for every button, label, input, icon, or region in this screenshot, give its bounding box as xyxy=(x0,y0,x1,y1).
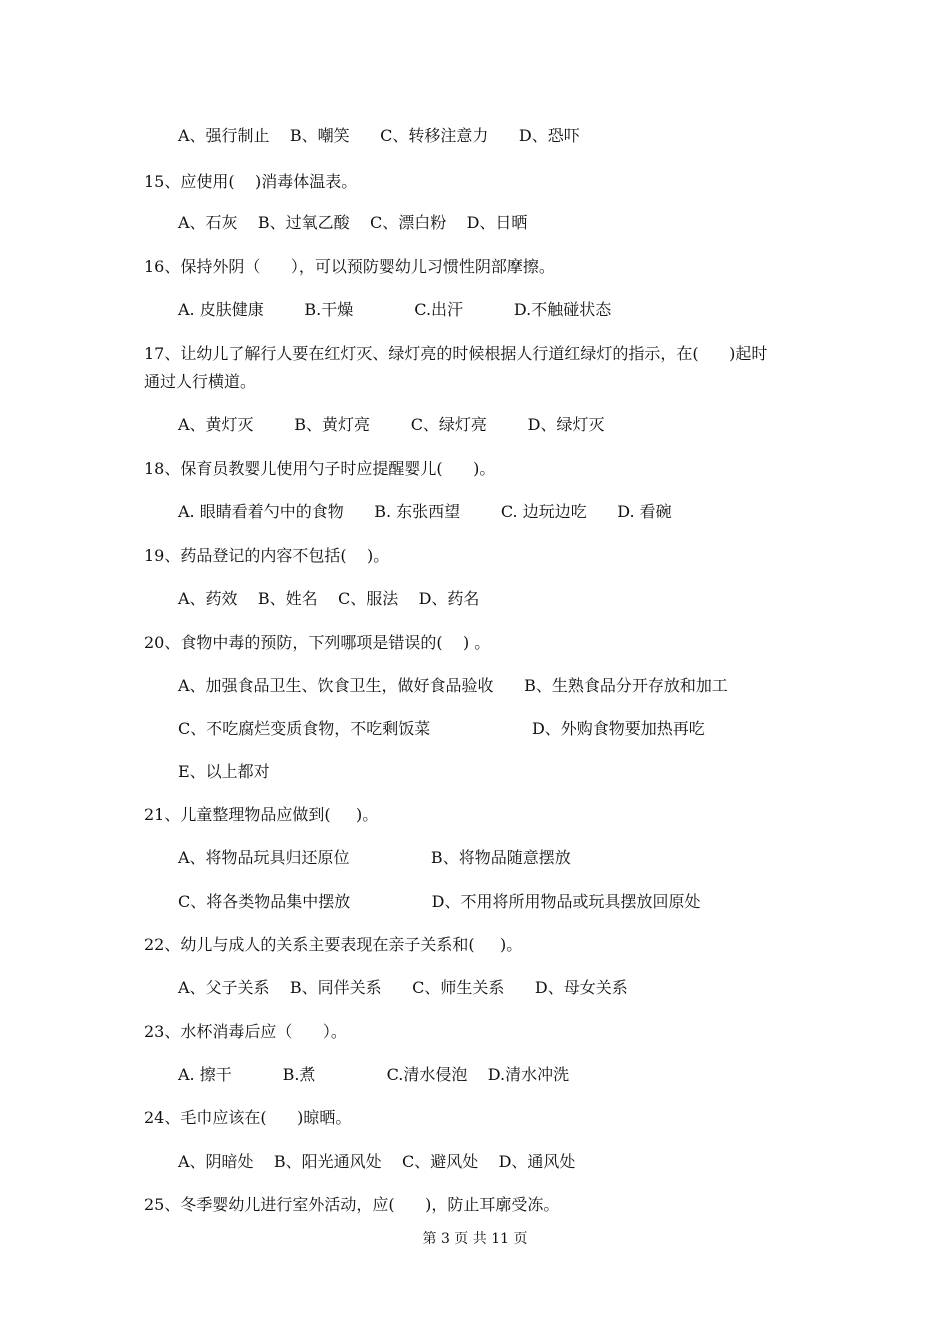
q23-options: A. 擦干 B.煮 C.清水侵泡 D.清水冲洗 xyxy=(178,1065,570,1084)
q24-question: 24、毛巾应该在( )晾晒。 xyxy=(144,1108,352,1127)
q15-question: 15、应使用( )消毒体温表。 xyxy=(144,172,358,191)
q19-question: 19、药品登记的内容不包括( )。 xyxy=(144,546,390,565)
q21-options-ab: A、将物品玩具归还原位 B、将物品随意摆放 xyxy=(178,848,571,867)
q23-question: 23、水杯消毒后应（ ）。 xyxy=(144,1022,347,1041)
q14-options: A、强行制止 B、嘲笑 C、转移注意力 D、恐吓 xyxy=(178,126,580,145)
q18-options: A. 眼睛看着勺中的食物 B. 东张西望 C. 边玩边吃 D. 看碗 xyxy=(178,502,672,521)
q24-options: A、阴暗处 B、阳光通风处 C、避风处 D、通风处 xyxy=(178,1152,576,1171)
q18-question: 18、保育员教婴儿使用勺子时应提醒婴儿( )。 xyxy=(144,459,496,478)
q20-options-cd: C、不吃腐烂变质食物，不吃剩饭菜 D、外购食物要加热再吃 xyxy=(178,719,705,738)
q25-question: 25、冬季婴幼儿进行室外活动，应( )，防止耳廓受冻。 xyxy=(144,1195,560,1214)
page-number-footer: 第 3 页 共 11 页 xyxy=(422,1231,528,1247)
q21-options-cd: C、将各类物品集中摆放 D、不用将所用物品或玩具摆放回原处 xyxy=(178,892,701,911)
q21-question: 21、儿童整理物品应做到( )。 xyxy=(144,805,379,824)
q19-options: A、药效 B、姓名 C、服法 D、药名 xyxy=(178,589,480,608)
q22-question: 22、幼儿与成人的关系主要表现在亲子关系和( )。 xyxy=(144,935,523,954)
q20-options-ab: A、加强食品卫生、饮食卫生，做好食品验收 B、生熟食品分开存放和加工 xyxy=(178,676,728,695)
q17-options: A、黄灯灭 B、黄灯亮 C、绿灯亮 D、绿灯灭 xyxy=(178,415,605,434)
q20-question: 20、食物中毒的预防，下列哪项是错误的( ) 。 xyxy=(144,633,491,652)
q17-question-line1: 17、让幼儿了解行人要在红灯灭、绿灯亮的时候根据人行道红绿灯的指示，在( )起时 xyxy=(144,344,768,363)
q20-option-e: E、以上都对 xyxy=(178,762,270,781)
q22-options: A、父子关系 B、同伴关系 C、师生关系 D、母女关系 xyxy=(178,978,628,997)
q16-question: 16、保持外阴（ ），可以预防婴幼儿习惯性阴部摩擦。 xyxy=(144,257,555,276)
q17-question-line2: 通过人行横道。 xyxy=(144,372,257,391)
q15-options: A、石灰 B、过氧乙酸 C、漂白粉 D、日晒 xyxy=(178,213,528,232)
q16-options: A. 皮肤健康 B.干燥 C.出汗 D.不触碰状态 xyxy=(178,300,612,319)
